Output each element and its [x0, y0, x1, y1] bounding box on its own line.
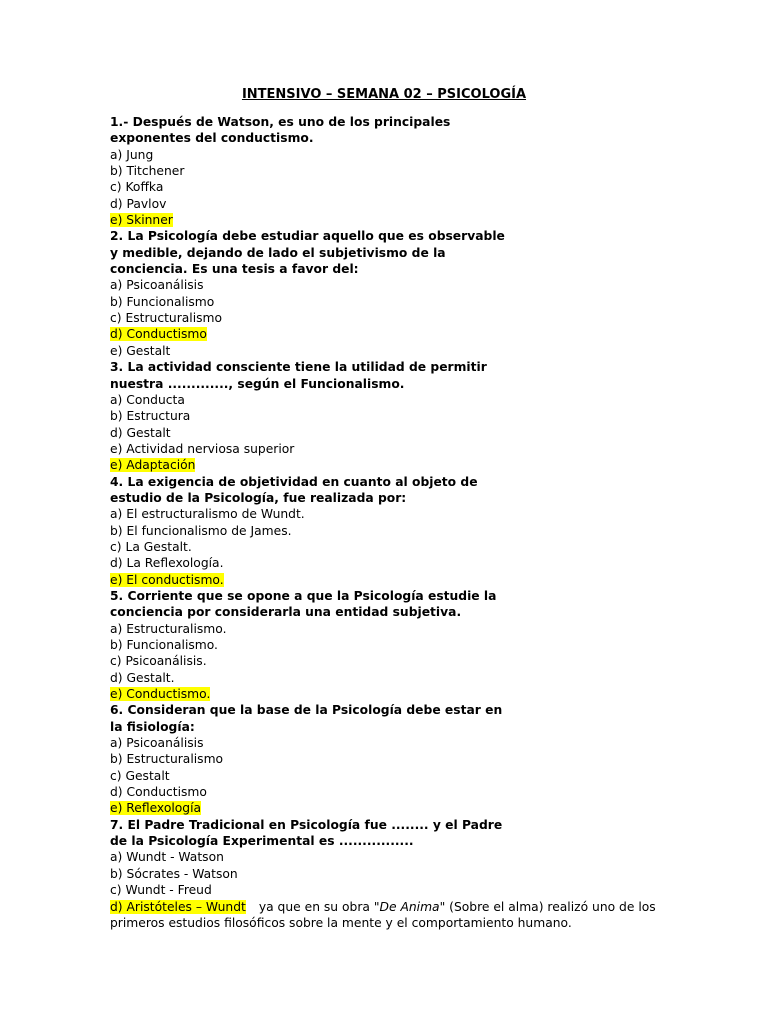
question-block [110, 474, 710, 588]
question-text: la fisiología: [110, 719, 195, 734]
option [110, 670, 710, 686]
option-text: c) Wundt - Freud [110, 883, 212, 898]
work-title: "De Anima" [373, 899, 446, 914]
question-block [110, 588, 710, 702]
option [110, 735, 710, 751]
option-text: b) Sócrates - Watson [110, 866, 238, 881]
option-text: b) Estructuralismo [110, 752, 224, 767]
option [110, 277, 710, 293]
option-text: a) Wundt - Watson [110, 850, 224, 865]
answer-option [110, 800, 710, 816]
question-text: 1.- Después de Watson, es uno de los principales [110, 115, 451, 129]
option [110, 555, 710, 571]
question-block [110, 228, 710, 359]
option [110, 784, 710, 800]
question-text: nuestra ............., según el Funcionalismo. [110, 376, 405, 391]
option-text: d) Conductismo [110, 327, 207, 342]
option [110, 539, 710, 555]
question-block [110, 702, 710, 816]
question-text: 5. Corriente que se opone a que la Psicología estudie la [110, 588, 497, 603]
option-text: d) Aristóteles – Wundt [110, 899, 246, 914]
option-text: d) La Reflexología. [110, 556, 224, 571]
page-title: INTENSIVO – SEMANA 02 – PSICOLOGÍA [241, 87, 527, 102]
option [110, 768, 710, 784]
option [110, 196, 710, 212]
option-text: b) Funcionalismo. [110, 638, 218, 652]
question-text: 4. La exigencia de objetividad en cuanto al objeto de [110, 474, 478, 489]
option [110, 523, 710, 539]
option-text: a) Jung [110, 147, 154, 162]
option-text: a) El estructuralismo de Wundt. [110, 507, 305, 522]
option-text: c) Estructuralismo [110, 311, 223, 326]
question-text: 7. El Padre Tradicional en Psicología fue ........ y el Padre [110, 817, 503, 832]
answer-option [110, 212, 710, 228]
option-text: e) Gestalt [110, 343, 171, 358]
answer-option [110, 686, 710, 702]
option-text: b) Estructura [110, 409, 191, 424]
question-text: de la Psicología Experimental es ................ [110, 834, 414, 849]
question-text: 2. La Psicología debe estudiar aquello que es observable [110, 229, 505, 244]
option-text: b) Funcionalismo [110, 294, 215, 309]
option [110, 441, 710, 457]
option-text: a) Psicoanálisis [110, 278, 204, 293]
option [110, 866, 710, 882]
question-text: y medible, dejando de lado el subjetivismo de la [110, 245, 446, 260]
option [110, 343, 710, 359]
explanation-text: ya que en su obra [258, 899, 374, 914]
question-block [110, 114, 710, 228]
answer-option [110, 572, 710, 588]
question-list [110, 114, 710, 931]
option [110, 147, 710, 163]
option [110, 506, 710, 522]
option-text: d) Pavlov [110, 196, 167, 211]
option-text: d) Gestalt [110, 425, 171, 440]
question-text: conciencia por considerarla una entidad subjetiva. [110, 605, 462, 620]
option [110, 621, 710, 637]
option [110, 425, 710, 441]
question-text: conciencia. Es una tesis a favor del: [110, 262, 359, 277]
question-block [110, 817, 710, 899]
option-text: c) Koffka [110, 180, 164, 195]
option-text: c) La Gestalt. [110, 539, 192, 554]
question-text: 3. La actividad consciente tiene la utilidad de permitir [110, 360, 487, 375]
option-text: c) Gestalt [110, 768, 170, 783]
option-text: e) Adaptación [110, 458, 196, 473]
option [110, 882, 710, 898]
option-text: a) Conducta [110, 392, 185, 407]
option-text: e) Actividad nerviosa superior [110, 441, 295, 456]
option [110, 637, 710, 653]
option-text: a) Psicoanálisis [110, 736, 204, 751]
question-text: exponentes del conductismo. [110, 131, 314, 146]
option-text: e) Reflexología [110, 801, 202, 816]
option [110, 751, 710, 767]
option [110, 310, 710, 326]
option-text: a) Estructuralismo. [110, 621, 227, 636]
option [110, 392, 710, 408]
answer-option [110, 899, 710, 915]
answer-option [110, 457, 710, 473]
option-text: e) El conductismo. [110, 572, 224, 587]
option [110, 653, 710, 669]
option [110, 179, 710, 195]
answer-option [110, 326, 710, 342]
option-text: e) Conductismo. [110, 687, 211, 702]
question-block [110, 359, 710, 473]
option-text: b) Titchener [110, 164, 185, 179]
option-text: e) Skinner [110, 213, 173, 228]
question-text: estudio de la Psicología, fue realizada por: [110, 490, 407, 505]
option [110, 294, 710, 310]
option-text: d) Gestalt. [110, 670, 175, 685]
option [110, 849, 710, 865]
option-text: c) Psicoanálisis. [110, 654, 207, 669]
question-text: 6. Consideran que la base de la Psicología debe estar en [110, 703, 503, 718]
option [110, 408, 710, 424]
option [110, 163, 710, 179]
option-text: d) Conductismo [110, 785, 207, 800]
explanation-text: primeros estudios filosóficos sobre la mente y el comportamiento humano. [110, 915, 572, 930]
explanation-text: (Sobre el alma) realizó uno de los [445, 899, 656, 914]
option-text: b) El funcionalismo de James. [110, 523, 292, 538]
